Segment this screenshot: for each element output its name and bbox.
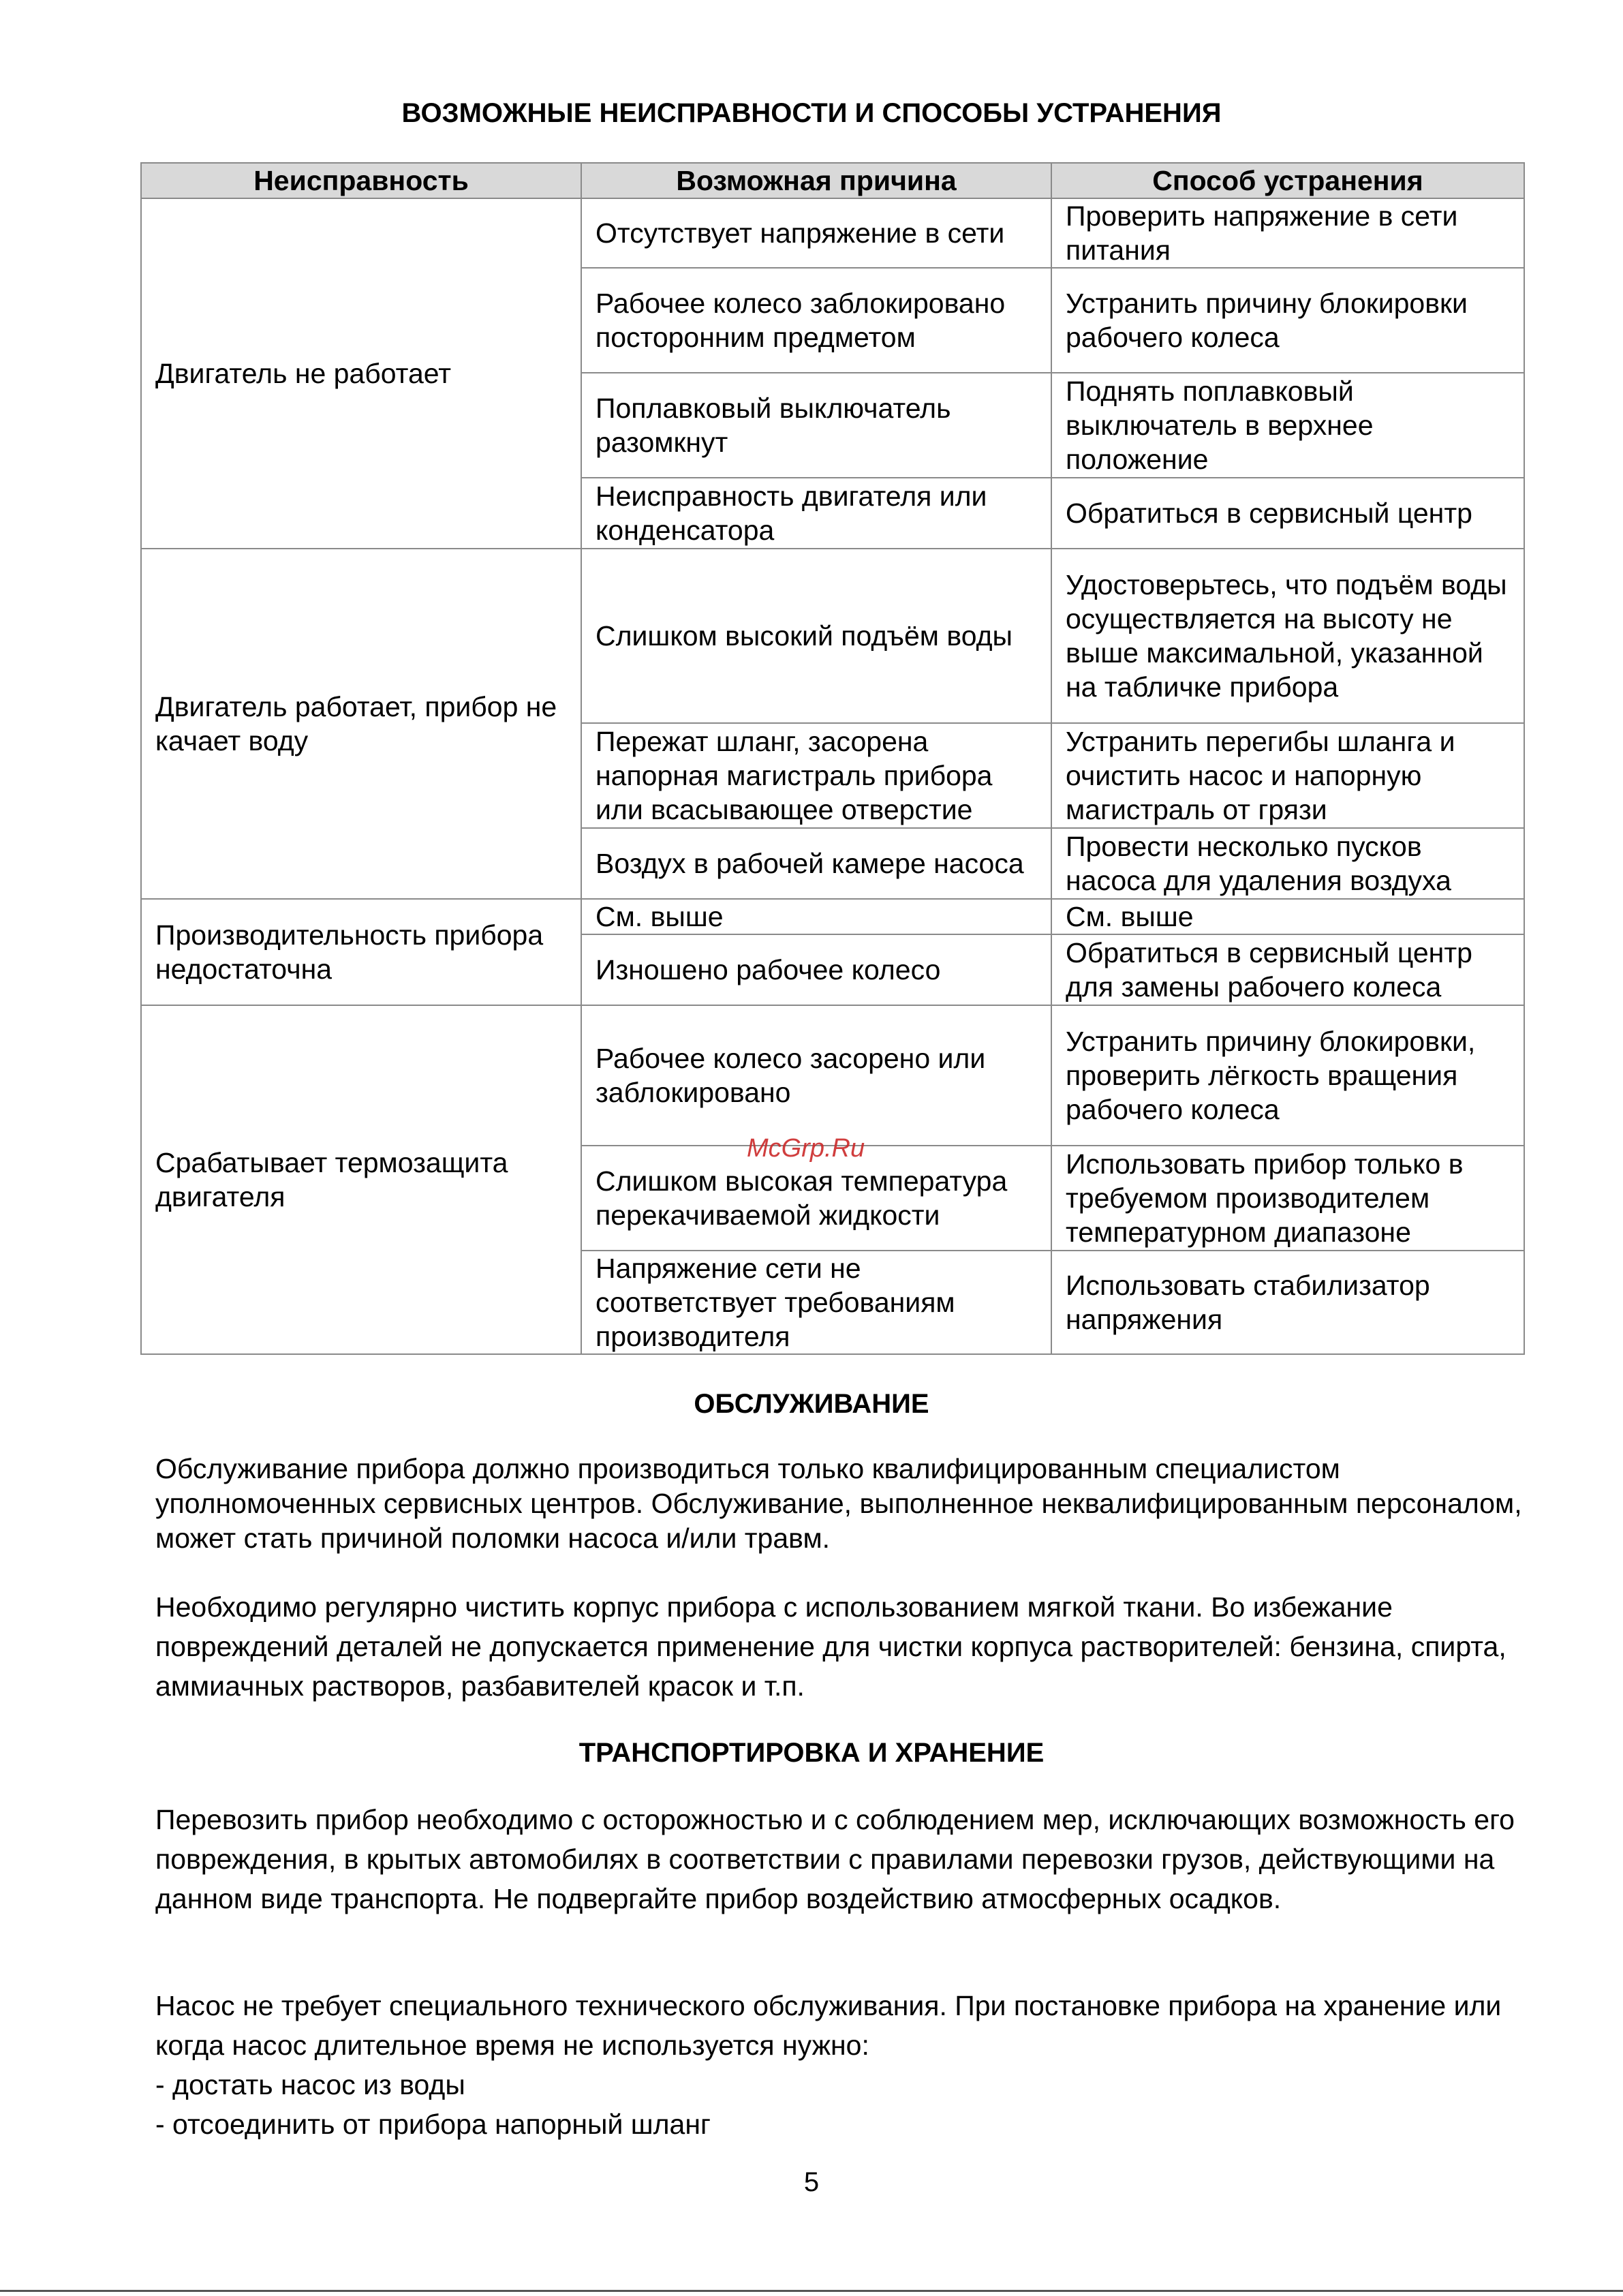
table-row — [141, 549, 1524, 723]
section-heading-transport: ТРАНСПОРТИРОВКА И ХРАНЕНИЕ — [578, 1738, 1045, 1768]
header-fault: Неисправность — [141, 163, 581, 198]
page-number: 5 — [803, 2167, 820, 2197]
storage-block — [155, 1986, 1525, 2144]
table-row — [141, 899, 1524, 934]
cause-cell: Неисправность двигателя или конденсатора — [581, 478, 1051, 549]
header-cause: Возможная причина — [581, 163, 1051, 198]
header-remedy: Способ устранения — [1051, 163, 1524, 198]
cause-cell: Напряжение сети не соответствует требованиям производителя — [581, 1251, 1051, 1354]
section-heading-maintenance: ОБСЛУЖИВАНИЕ — [694, 1389, 929, 1419]
cause-cell: См. выше — [581, 899, 1051, 934]
cause-cell: Слишком высокая температура перекачиваемой жидкости — [581, 1146, 1051, 1251]
remedy-cell: Устранить причину блокировки рабочего колеса — [1051, 268, 1524, 373]
cause-cell: Воздух в рабочей камере насоса — [581, 828, 1051, 899]
page-title: ВОЗМОЖНЫЕ НЕИСПРАВНОСТИ И СПОСОБЫ УСТРАНЕНИЯ — [401, 98, 1222, 128]
cause-cell: Рабочее колесо заблокировано посторонним предметом — [581, 268, 1051, 373]
fault-cell: Производительность прибора недостаточна — [141, 899, 581, 1005]
table-row — [141, 198, 1524, 268]
cause-cell: Изношено рабочее колесо — [581, 934, 1051, 1005]
cause-cell: Поплавковый выключатель разомкнут — [581, 373, 1051, 478]
troubleshooting-table — [140, 162, 1525, 1355]
maintenance-paragraph-1: Обслуживание прибора должно производиться только квалифицированным специалистом уполномоченных сервисных центров. Обслуживание, выполненное неквалифицированным персоналом, может стать причиной поломки насоса и/или травм. — [155, 1453, 1522, 1554]
remedy-cell: Поднять поплавковый выключатель в верхнее положение — [1051, 373, 1524, 478]
remedy-cell: Провести несколько пусков насоса для удаления воздуха — [1051, 828, 1524, 899]
fault-cell: Двигатель работает, прибор не качает воду — [141, 549, 581, 899]
list-item: - достать насос из воды — [155, 2069, 465, 2100]
remedy-cell: Устранить причину блокировки, проверить лёгкость вращения рабочего колеса — [1051, 1005, 1524, 1146]
fault-cell: Срабатывает термозащита двигателя — [141, 1005, 581, 1354]
fault-cell: Двигатель не работает — [141, 198, 581, 549]
remedy-cell: Использовать прибор только в требуемом производителем температурном диапазоне — [1051, 1146, 1524, 1251]
list-item: - отсоединить от прибора напорный шланг — [155, 2109, 711, 2140]
transport-paragraph-1: Перевозить прибор необходимо с осторожностью и с соблюдением мер, исключающих возможность его повреждения, в крытых автомобилях в соответствии с правилами перевозки грузов, действующими на данном виде транспорта. Не подвергайте прибор воздействию атмосферных осадков. — [155, 1804, 1515, 1914]
watermark: McGrp.Ru — [747, 1134, 865, 1163]
cause-cell: Слишком высокий подъём воды — [581, 549, 1051, 723]
remedy-cell: Использовать стабилизатор напряжения — [1051, 1251, 1524, 1354]
cause-cell: Отсутствует напряжение в сети — [581, 198, 1051, 268]
page-bottom-border — [0, 2290, 1623, 2292]
remedy-cell: Проверить напряжение в сети питания — [1051, 198, 1524, 268]
cause-cell: Пережат шланг, засорена напорная магистраль прибора или всасывающее отверстие — [581, 723, 1051, 828]
table-header-row — [141, 163, 1524, 198]
remedy-cell: См. выше — [1051, 899, 1524, 934]
cause-cell: Рабочее колесо засорено или заблокировано — [581, 1005, 1051, 1146]
remedy-cell: Обратиться в сервисный центр для замены рабочего колеса — [1051, 934, 1524, 1005]
storage-paragraph: Насос не требует специального технического обслуживания. При постановке прибора на хранение или когда насос длительное время не используется нужно: — [155, 1990, 1502, 2061]
maintenance-paragraph-2: Необходимо регулярно чистить корпус прибора с использованием мягкой ткани. Во избежание повреждений деталей не допускается применение для чистки корпуса растворителей: бензина, спирта, аммиачных растворов, разбавителей красок и т.п. — [155, 1591, 1506, 1702]
remedy-cell: Обратиться в сервисный центр — [1051, 478, 1524, 549]
table-row — [141, 1005, 1524, 1146]
remedy-cell: Устранить перегибы шланга и очистить насос и напорную магистраль от грязи — [1051, 723, 1524, 828]
remedy-cell: Удостоверьтесь, что подъём воды осуществляется на высоту не выше максимальной, указанной на табличке прибора — [1051, 549, 1524, 723]
